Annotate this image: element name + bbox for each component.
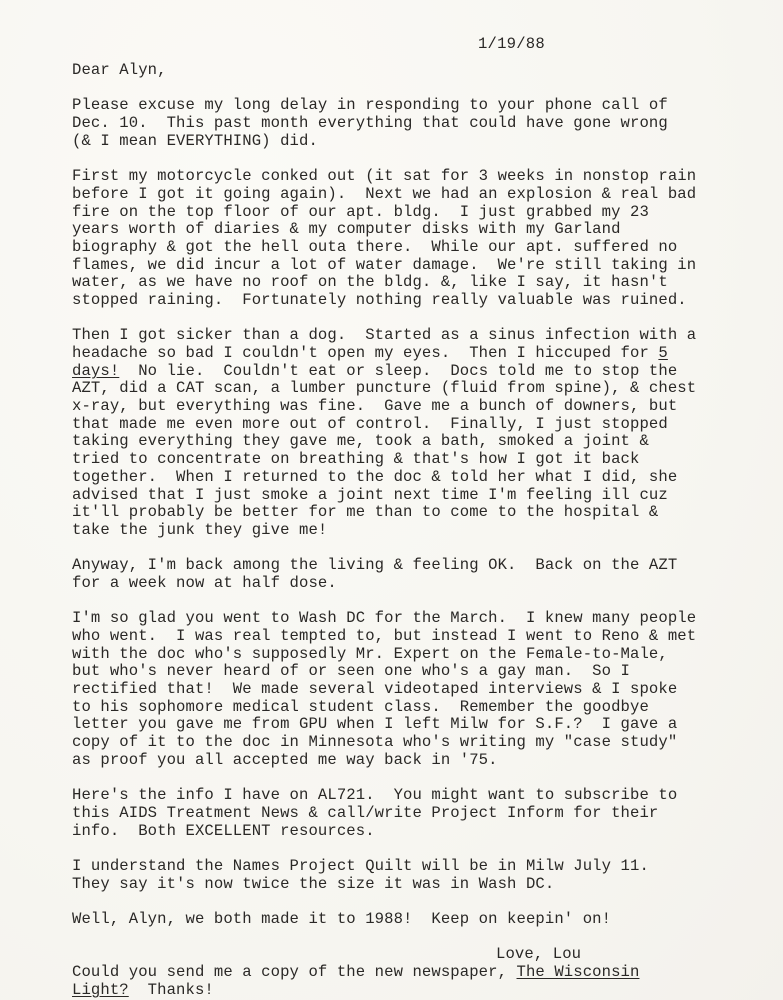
text-line: but who's never heard of or seen one who's a gay man. So I <box>72 662 631 681</box>
text-line: Here's the info I have on AL721. You might want to subscribe to <box>72 786 678 805</box>
text-line: I understand the Names Project Quilt will be in Milw July 11. <box>72 856 649 875</box>
text-line: First my motorcycle conked out (it sat for 3 weeks in nonstop rain <box>72 167 697 186</box>
text-line: biography & got the hell outa there. While our apt. suffered no <box>72 237 678 256</box>
text-line: Dec. 10. This past month everything that could have gone wrong <box>72 114 668 133</box>
paragraph-sendoff <box>72 911 712 929</box>
text-line: copy of it to the doc in Minnesota who's writing my "case study" <box>72 733 678 752</box>
postscript <box>72 964 712 999</box>
text-line: x-ray, but everything was fine. Gave me a bunch of downers, but <box>72 397 678 416</box>
text-line: taking everything they gave me, took a bath, smoked a joint & <box>72 432 649 451</box>
paragraph-motorcycle-fire <box>72 168 712 310</box>
text-line: before I got it going again). Next we had an explosion & real bad <box>72 184 697 203</box>
underlined-newspaper-title: Light? <box>72 980 129 999</box>
text-line: it'll probably be better for me than to come to the hospital & <box>72 503 659 522</box>
closing-signature: Love, Lou <box>496 945 582 964</box>
paragraph-gap <box>72 840 712 858</box>
text-line: that made me even more out of control. Finally, I just stopped <box>72 414 668 433</box>
text-line: Anyway, I'm back among the living & feeling OK. Back on the AZT <box>72 556 678 575</box>
paragraph-gap <box>72 929 712 947</box>
paragraph-gap <box>72 893 712 911</box>
paragraph-quilt <box>72 858 712 893</box>
text-line: info. Both EXCELLENT resources. <box>72 821 375 840</box>
text-line: stopped raining. Fortunately nothing really valuable was ruined. <box>72 290 687 309</box>
text-line: Then I got sicker than a dog. Started as a sinus infection with a <box>72 326 697 345</box>
text-line: days! No lie. Couldn't eat or sleep. Docs told me to stop the <box>72 361 678 380</box>
text-line: Could you send me a copy of the new newspaper, The Wisconsin <box>72 963 640 982</box>
text-line: as proof you all accepted me way back in '75. <box>72 750 498 769</box>
underlined-newspaper-title: The Wisconsin <box>516 963 640 982</box>
paragraph-apology <box>72 97 712 150</box>
text-line: Light? Thanks! <box>72 980 214 999</box>
text-line: Well, Alyn, we both made it to 1988! Keep on keepin' on! <box>72 910 612 928</box>
paragraph-gap <box>72 310 712 328</box>
paragraph-gap <box>72 770 712 788</box>
underlined-text: days! <box>72 361 120 380</box>
salutation: Dear Alyn, <box>72 61 167 79</box>
text-line: letter you gave me from GPU when I left Milw for S.F.? I gave a <box>72 715 678 734</box>
paragraph-gap <box>72 593 712 611</box>
text-line: tried to concentrate on breathing & that's how I got it back <box>72 450 640 469</box>
paragraph-gap <box>72 540 712 558</box>
letter-body <box>72 62 712 999</box>
text-line: I'm so glad you went to Wash DC for the March. I knew many people <box>72 609 697 628</box>
text-line: take the junk they give me! <box>72 520 328 539</box>
paragraph-gap <box>72 150 712 168</box>
text-line: fire on the top floor of our apt. bldg. I just grabbed my 23 <box>72 202 649 221</box>
text-line: They say it's now twice the size it was in Wash DC. <box>72 874 555 893</box>
underlined-text: 5 <box>658 344 668 362</box>
paragraph-wash-dc <box>72 610 712 769</box>
text-line: rectified that! We made several videotaped interviews & I spoke <box>72 680 678 699</box>
text-line: years worth of diaries & my computer disks with my Garland <box>72 220 621 239</box>
text-line: Please excuse my long delay in responding to your phone call of <box>72 96 668 115</box>
text-line: (& I mean EVERYTHING) did. <box>72 131 318 150</box>
text-line: for a week now at half dose. <box>72 573 337 592</box>
paragraph-illness <box>72 327 712 539</box>
text-line: advised that I just smoke a joint next time I'm feeling ill cuz <box>72 485 668 504</box>
text-line: to his sophomore medical student class. Remember the goodbye <box>72 697 649 716</box>
paragraph-recovery <box>72 557 712 592</box>
text-line: with the doc who's supposedly Mr. Expert on the Female-to-Male, <box>72 644 668 663</box>
text-line: who went. I was real tempted to, but instead I went to Reno & met <box>72 627 697 645</box>
text-line: AZT, did a CAT scan, a lumber puncture (fluid from spine), & chest <box>72 379 697 398</box>
letter-date: 1/19/88 <box>478 35 545 53</box>
text-line: flames, we did incur a lot of water damage. We're still taking in <box>72 255 697 274</box>
paragraph-al721 <box>72 787 712 840</box>
text-line: together. When I returned to the doc & told her what I did, she <box>72 467 678 486</box>
text-line: headache so bad I couldn't open my eyes. Then I hiccuped for 5 <box>72 344 668 362</box>
text-line: this AIDS Treatment News & call/write Project Inform for their <box>72 803 659 822</box>
paragraph-gap <box>72 80 712 98</box>
text-line: water, as we have no roof on the bldg. &, like I say, it hasn't <box>72 273 668 292</box>
